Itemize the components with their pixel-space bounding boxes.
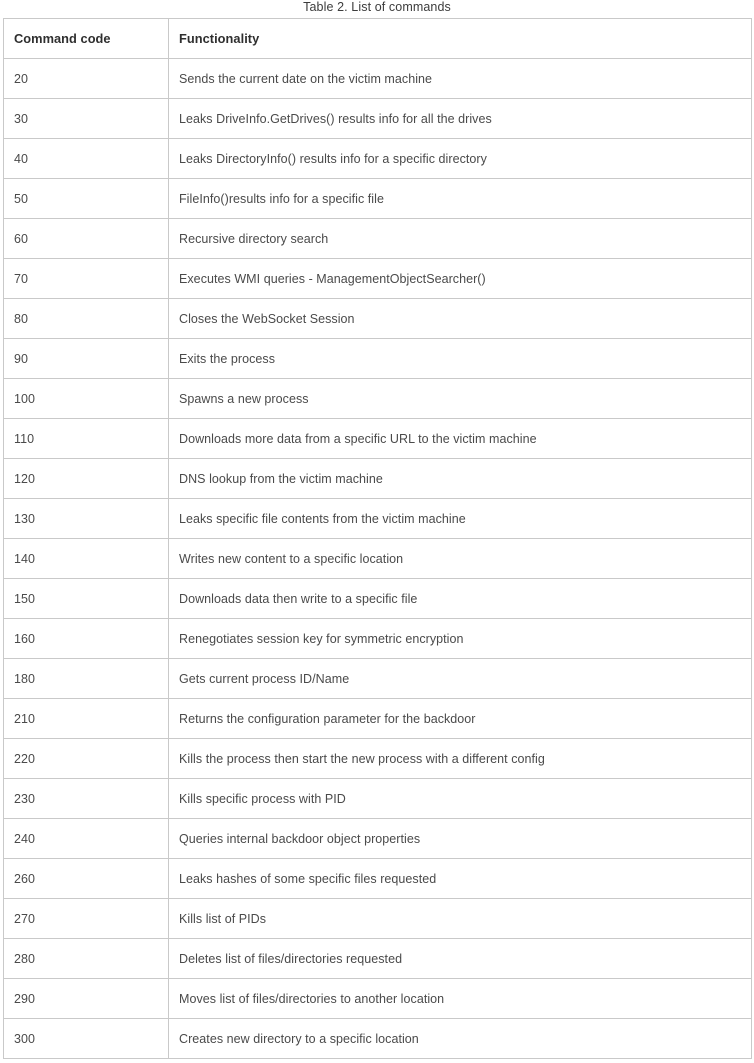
cell-functionality: Queries internal backdoor object properties [169,819,752,859]
table-caption: Table 2. List of commands [303,0,451,14]
table-body [4,59,752,1059]
table-row [4,459,752,499]
table-row [4,259,752,299]
table-row [4,619,752,659]
table-row [4,379,752,419]
table-row [4,779,752,819]
table-row [4,179,752,219]
cell-functionality: Kills specific process with PID [169,779,752,819]
cell-command-code: 40 [4,139,169,179]
table-row [4,539,752,579]
cell-command-code: 150 [4,579,169,619]
cell-command-code: 280 [4,939,169,979]
table-row [4,939,752,979]
commands-table [3,18,752,1059]
cell-functionality: Kills list of PIDs [169,899,752,939]
cell-command-code: 290 [4,979,169,1019]
cell-functionality: Creates new directory to a specific location [169,1019,752,1059]
table-row [4,979,752,1019]
cell-functionality: Leaks DriveInfo.GetDrives() results info for all the drives [169,99,752,139]
table-row [4,99,752,139]
cell-command-code: 70 [4,259,169,299]
cell-command-code: 30 [4,99,169,139]
column-header-command-code: Command code [4,19,169,59]
table-header [4,19,752,59]
cell-command-code: 210 [4,699,169,739]
cell-functionality: Returns the configuration parameter for the backdoor [169,699,752,739]
commands-table-container [3,18,751,1059]
cell-command-code: 60 [4,219,169,259]
table-row [4,499,752,539]
table-row [4,139,752,179]
table-row [4,819,752,859]
cell-functionality: FileInfo()results info for a specific file [169,179,752,219]
table-row [4,339,752,379]
cell-command-code: 160 [4,619,169,659]
cell-command-code: 120 [4,459,169,499]
cell-functionality: Deletes list of files/directories requested [169,939,752,979]
cell-functionality: Writes new content to a specific location [169,539,752,579]
table-row [4,859,752,899]
cell-command-code: 110 [4,419,169,459]
table-row [4,699,752,739]
cell-functionality: Kills the process then start the new process with a different config [169,739,752,779]
cell-command-code: 50 [4,179,169,219]
cell-functionality: DNS lookup from the victim machine [169,459,752,499]
cell-command-code: 230 [4,779,169,819]
column-header-functionality: Functionality [169,19,752,59]
cell-functionality: Executes WMI queries - ManagementObjectSearcher() [169,259,752,299]
cell-functionality: Spawns a new process [169,379,752,419]
cell-command-code: 90 [4,339,169,379]
table-row [4,219,752,259]
table-row [4,899,752,939]
cell-command-code: 130 [4,499,169,539]
cell-functionality: Leaks specific file contents from the victim machine [169,499,752,539]
cell-command-code: 270 [4,899,169,939]
cell-command-code: 80 [4,299,169,339]
cell-functionality: Downloads more data from a specific URL to the victim machine [169,419,752,459]
cell-functionality: Gets current process ID/Name [169,659,752,699]
table-row [4,579,752,619]
table-row [4,739,752,779]
cell-command-code: 20 [4,59,169,99]
cell-functionality: Downloads data then write to a specific file [169,579,752,619]
cell-functionality: Renegotiates session key for symmetric encryption [169,619,752,659]
cell-functionality: Leaks hashes of some specific files requested [169,859,752,899]
cell-functionality: Leaks DirectoryInfo() results info for a specific directory [169,139,752,179]
cell-command-code: 300 [4,1019,169,1059]
cell-command-code: 140 [4,539,169,579]
cell-command-code: 220 [4,739,169,779]
cell-command-code: 100 [4,379,169,419]
cell-command-code: 180 [4,659,169,699]
table-header-row [4,19,752,59]
cell-functionality: Moves list of files/directories to another location [169,979,752,1019]
cell-command-code: 240 [4,819,169,859]
cell-command-code: 260 [4,859,169,899]
table-row [4,299,752,339]
table-row [4,1019,752,1059]
table-row [4,59,752,99]
table-row [4,659,752,699]
cell-functionality: Closes the WebSocket Session [169,299,752,339]
table-row [4,419,752,459]
cell-functionality: Recursive directory search [169,219,752,259]
cell-functionality: Exits the process [169,339,752,379]
cell-functionality: Sends the current date on the victim machine [169,59,752,99]
